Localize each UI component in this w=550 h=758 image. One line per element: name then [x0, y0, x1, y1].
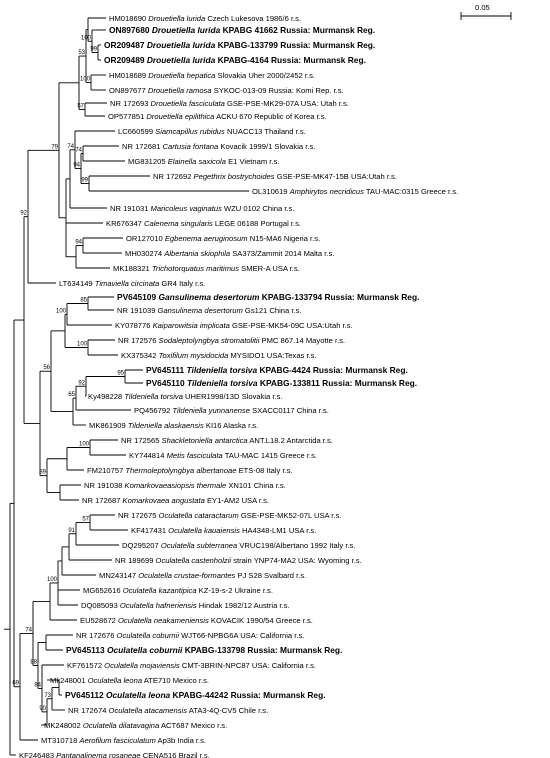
taxon-strain-info: KOVACIK 1990/54 Greece r.s.: [208, 616, 313, 625]
taxon-accession: OL310619: [252, 187, 290, 196]
taxon-species: Oculatella castenholzii: [155, 556, 232, 565]
taxon-strain-info: TAU-MAC 1415 Greece r.s.: [222, 451, 317, 460]
taxon-label: [121, 351, 317, 360]
taxon-species: Sodaleptolyngbya stromatolitii: [158, 336, 260, 345]
taxon-species: Oculatella subterranea: [160, 541, 238, 550]
taxon-accession: ON897677: [109, 86, 148, 95]
taxon-accession: KY078776: [115, 321, 153, 330]
taxon-label: [125, 249, 334, 258]
taxon-accession: Mk248001: [50, 676, 88, 685]
taxon-label: [67, 661, 316, 670]
taxon-strain-info: GSE-PSE-MK54-09C USA:Utah r.s.: [229, 321, 353, 330]
taxon-accession: NR 172676: [76, 631, 117, 640]
taxon-accession: KF246483: [19, 751, 57, 758]
taxon-label: [118, 511, 341, 520]
taxon-label: [108, 112, 327, 121]
taxon-strain-info: HA4348-LM1 USA r.s.: [239, 526, 317, 535]
taxon-strain-info: WZU 0102 China r.s.: [221, 204, 295, 213]
taxon-strain-info: LEGE 06188 Portugal r.s.: [212, 219, 302, 228]
taxon-species: Oculatella kauaiensis: [168, 526, 240, 535]
bootstrap-value: 100: [76, 341, 87, 348]
bootstrap-value: 90: [39, 705, 46, 712]
taxon-label: [104, 40, 375, 50]
taxon-strain-info: Gs121 China r.s.: [242, 306, 302, 315]
taxon-species: Tildeniella torsiva: [186, 378, 258, 388]
taxon-species: Oculatella coburnii: [116, 631, 180, 640]
taxon-species: Oculatella coburnii: [106, 645, 183, 655]
taxon-accession: FM210757: [87, 466, 126, 475]
taxon-strain-info: SYKOC-013-09 Russia: Komi Rep. r.s.: [211, 86, 344, 95]
taxon-accession: NR 191031: [110, 204, 151, 213]
bootstrap-value: 92: [78, 380, 85, 387]
taxon-label: [88, 392, 283, 401]
taxon-accession: Ky498228: [88, 392, 125, 401]
taxon-label: [104, 55, 366, 65]
taxon-species: Tildeniella torsiva: [186, 365, 258, 375]
taxon-species: Tildeniella alaskaensis: [127, 421, 204, 430]
taxon-species: Drouetiella fasciculata: [150, 99, 225, 108]
taxon-label: [109, 25, 375, 35]
bootstrap-value: 100: [46, 576, 57, 583]
scale-bar-label: 0.05: [475, 3, 490, 12]
taxon-strain-info: WJT66-NPBG6A USA: California r.s.: [179, 631, 305, 640]
taxon-species: Cartusia fontana: [162, 142, 219, 151]
taxon-label: [115, 321, 353, 330]
bootstrap-value: 100: [55, 308, 66, 315]
taxon-strain-info: KPABG 41662 Russia: Murmansk Reg.: [220, 25, 376, 35]
bootstrap-value: 91: [68, 527, 75, 534]
bootstrap-value: 100: [78, 441, 89, 448]
taxon-strain-info: KZ-19-s-2 Ukraine r.s.: [196, 586, 273, 595]
taxon-accession: NR 172675: [118, 511, 159, 520]
taxon-label: [50, 676, 209, 685]
taxon-accession: NR 172674: [68, 706, 109, 715]
taxon-label: [109, 14, 301, 23]
bootstrap-value: 84: [34, 682, 41, 689]
taxon-strain-info: KPABG-133794 Russia: Murmansk Reg.: [259, 292, 420, 302]
taxon-strain-info: Ap3b India r.s.: [155, 736, 207, 745]
taxon-label: [115, 556, 362, 565]
taxon-species: Drouetiella lurida: [151, 25, 221, 35]
taxon-accession: PV645112: [65, 690, 106, 700]
taxon-label: [134, 406, 329, 415]
taxon-species: Tildeniella yunnanense: [172, 406, 251, 415]
taxon-strain-info: GSE-PSE-MK52-07L USA r.s.: [238, 511, 342, 520]
taxon-accession: MH030274: [125, 249, 165, 258]
taxon-species: Elainella saxicola: [167, 157, 226, 166]
taxon-species: Tildeniella torsiva: [124, 392, 183, 401]
taxon-accession: LT634149: [59, 279, 95, 288]
taxon-accession: EU528672: [80, 616, 118, 625]
taxon-species: Komarkovaeasiopsis thermale: [124, 481, 227, 490]
taxon-species: Maricoleus vaginatus: [150, 204, 222, 213]
taxon-label: [118, 336, 345, 345]
taxon-label: [110, 204, 294, 213]
bootstrap-value: 57: [77, 103, 84, 110]
taxon-species: Amphirytos necridicus: [289, 187, 364, 196]
taxon-species: Shackletoniella antarctica: [161, 436, 248, 445]
taxon-species: Thermoleptolyngbya albertanoae: [125, 466, 237, 475]
bootstrap-value: 74: [25, 627, 32, 634]
bootstrap-value: 95: [117, 370, 124, 377]
taxon-accession: OP577851: [108, 112, 147, 121]
taxon-species: Oculatella kazantipica: [122, 586, 197, 595]
taxon-strain-info: KPABG-133799 Russia: Murmansk Reg.: [215, 40, 376, 50]
taxon-species: Oculatella hafneriensis: [119, 601, 197, 610]
taxon-strain-info: MYSIDO1 USA:Texas r.s.: [228, 351, 317, 360]
bootstrap-value: 74: [75, 147, 82, 154]
taxon-strain-info: KPABG-4424 Russia: Murmansk Reg.: [257, 365, 408, 375]
taxon-accession: NR 172687: [82, 496, 123, 505]
taxon-strain-info: KPABG-133798 Russia: Murmansk Reg.: [182, 645, 343, 655]
taxon-accession: KY744814: [129, 451, 167, 460]
taxon-label: [81, 601, 290, 610]
taxon-species: Kaiparowitsia implicata: [152, 321, 230, 330]
taxon-accession: MK188321: [113, 264, 152, 273]
bootstrap-value: 74: [67, 143, 74, 150]
taxon-strain-info: NUACC13 Thailand r.s.: [224, 127, 306, 136]
taxon-species: Metis fasciculata: [166, 451, 223, 460]
taxon-accession: OR127010: [126, 234, 165, 243]
bootstrap-value: 79: [51, 144, 58, 151]
taxon-strain-info: EY1-AM2 USA r.s.: [204, 496, 270, 505]
taxon-accession: PV645110: [146, 378, 187, 388]
taxon-species: Pantanalinema rosaneae: [56, 751, 141, 758]
taxon-label: [117, 306, 301, 315]
taxon-strain-info: ATE710 Mexico r.s.: [142, 676, 210, 685]
taxon-accession: KX375342: [121, 351, 159, 360]
taxon-label: [129, 451, 317, 460]
taxon-label: [80, 616, 313, 625]
taxon-label: [84, 481, 286, 490]
taxon-accession: PV645109: [117, 292, 159, 302]
bootstrap-value: 57: [82, 516, 89, 523]
taxon-strain-info: Czech Lukesova 1986/6 r.s.: [205, 14, 302, 23]
taxon-strain-info: PJ S28 Svalbard r.s.: [235, 571, 307, 580]
taxon-species: Drouetiella hepatica: [148, 71, 216, 80]
taxon-label: [146, 378, 417, 388]
taxon-label: [117, 292, 419, 302]
taxon-strain-info: Kovacik 1999/1 Slovakia r.s.: [218, 142, 316, 151]
taxon-accession: NR 172692: [153, 172, 194, 181]
taxon-accession: KF417431: [131, 526, 169, 535]
taxon-strain-info: SA373/Zammit 2014 Malta r.s.: [230, 249, 335, 258]
taxon-label: [122, 142, 315, 151]
taxon-strain-info: E1 Vietnam r.s.: [225, 157, 280, 166]
taxon-strain-info: XN101 China r.s.: [226, 481, 286, 490]
scale-bar: [461, 3, 511, 20]
taxon-strain-info: GSE-PSE-MK47-15B USA:Utah r.s.: [274, 172, 397, 181]
taxon-label: [83, 586, 273, 595]
taxon-accession: NR 172576: [118, 336, 159, 345]
taxon-species: Oculatella leona: [87, 676, 143, 685]
taxon-strain-info: CENA516 Brazil r.s.: [140, 751, 210, 758]
taxon-accession: ON897680: [109, 25, 152, 35]
taxon-species: Oculatella leona: [105, 690, 171, 700]
taxon-accession: OR209489: [104, 55, 147, 65]
taxon-strain-info: ACT687 Mexico r.s.: [159, 721, 228, 730]
taxon-species: Oculatella crustae-formantes: [138, 571, 236, 580]
taxon-species: Oculatella neakameniensis: [118, 616, 209, 625]
taxon-accession: MG831205: [128, 157, 168, 166]
taxon-strain-info: ACKU 670 Republic of Korea r.s.: [214, 112, 327, 121]
bootstrap-value: 100: [79, 76, 90, 83]
taxon-accession: DQ295207: [122, 541, 161, 550]
taxon-label: [44, 721, 227, 730]
taxon-accession: OR209487: [104, 40, 147, 50]
taxon-accession: NR 191038: [84, 481, 125, 490]
taxon-accession: NR 172693: [110, 99, 151, 108]
taxon-label: [68, 706, 268, 715]
taxon-label: [109, 86, 344, 95]
bootstrap-value: 88: [30, 659, 37, 666]
taxon-strain-info: VRUC198/Albertano 1992 Italy r.s.: [237, 541, 356, 550]
taxon-accession: MK248002: [44, 721, 83, 730]
taxon-strain-info: KI16 Alaska r.s.: [203, 421, 259, 430]
taxon-strain-info: ETS-08 Italy r.s.: [236, 466, 293, 475]
taxon-label: [106, 219, 301, 228]
taxon-species: Pegethrix bostrychoides: [193, 172, 275, 181]
taxon-strain-info: UHER1998/13D Slovakia r.s.: [182, 392, 283, 401]
bootstrap-value: 85: [80, 297, 87, 304]
taxon-species: Oculatella mojaviensis: [104, 661, 180, 670]
taxon-strain-info: PMC 867.14 Mayotte r.s.: [259, 336, 346, 345]
taxon-strain-info: ANT.L18.2 Antarctida r.s.: [247, 436, 333, 445]
taxon-accession: MN243147: [99, 571, 139, 580]
taxon-species: Drouetiella lurida: [146, 40, 216, 50]
bootstrap-values: [12, 35, 124, 712]
taxon-species: Toxifilum mysidocida: [158, 351, 229, 360]
taxon-species: Albertania skiophila: [164, 249, 231, 258]
taxon-accession: NR 191039: [117, 306, 158, 315]
taxon-species: Aerofilum fasciculatum: [79, 736, 156, 745]
taxon-accession: PV645113: [66, 645, 107, 655]
taxon-label: [126, 234, 320, 243]
taxon-strain-info: SMER-A USA r.s.: [239, 264, 300, 273]
taxon-accession: MT310718: [41, 736, 80, 745]
bootstrap-value: 94: [73, 162, 80, 169]
taxon-strain-info: GSE-PSE-MK29-07A USA: Utah r.s.: [224, 99, 349, 108]
taxon-accession: PQ456792: [134, 406, 173, 415]
taxon-species: Gansulinema desertorum: [157, 306, 243, 315]
taxon-accession: MG652616: [83, 586, 123, 595]
taxon-label: [252, 187, 458, 196]
taxon-species: Siamcapillus rubidus: [155, 127, 225, 136]
taxon-label: [118, 127, 306, 136]
taxon-label: [153, 172, 397, 181]
taxon-strain-info: strain YNP74-MA2 USA: Wyoming r.s.: [231, 556, 362, 565]
bootstrap-value: 100: [80, 35, 91, 42]
taxon-label: [65, 690, 326, 700]
taxon-species: Timaviella circinata: [94, 279, 160, 288]
taxon-strain-info: KPABG-133811 Russia: Murmansk Reg.: [257, 378, 418, 388]
bootstrap-value: 89: [39, 469, 46, 476]
taxon-label: [99, 571, 306, 580]
taxon-label: [128, 157, 279, 166]
bootstrap-value: 99: [90, 46, 97, 53]
taxon-accession: HM018690: [109, 14, 149, 23]
taxon-strain-info: KPABG-44242 Russia: Murmansk Reg.: [170, 690, 326, 700]
taxon-accession: HM018689: [109, 71, 149, 80]
taxon-strain-info: KPABG-4164 Russia: Murmansk Reg.: [215, 55, 366, 65]
taxon-strain-info: Hindak 1982/12 Austria r.s.: [196, 601, 290, 610]
taxon-accession: DQ085093: [81, 601, 120, 610]
taxon-label: [131, 526, 316, 535]
taxon-label: [76, 631, 304, 640]
bootstrap-value: 69: [12, 680, 19, 687]
taxon-species: Gansulinema desertorum: [158, 292, 260, 302]
taxon-label: [122, 541, 355, 550]
bootstrap-value: 94: [75, 239, 82, 246]
taxon-species: Komarkovaea angustata: [122, 496, 205, 505]
bootstrap-value: 56: [43, 365, 50, 372]
bootstrap-value: 73: [44, 692, 51, 699]
taxon-species: Oculatella cataractarum: [158, 511, 239, 520]
taxon-species: Calenema singularis: [144, 219, 213, 228]
taxon-label: [87, 466, 293, 475]
taxon-strain-info: ATA3-4Q-CV5 Chile r.s.: [187, 706, 269, 715]
taxon-label: [113, 264, 300, 273]
taxon-strain-info: CMT-3BRIN-NPC87 USA: California r.s.: [179, 661, 317, 670]
taxon-species: Trichotorquatus maritimus: [151, 264, 240, 273]
taxon-species: Oculatella atacamensis: [108, 706, 188, 715]
taxon-strain-info: TAU-MAC:0315 Greece r.s.: [363, 187, 459, 196]
taxon-label: [59, 279, 205, 288]
taxon-label: [146, 365, 408, 375]
taxon-species: Drouetiella lurida: [146, 55, 216, 65]
taxon-accession: MK861909: [89, 421, 128, 430]
bootstrap-value: 92: [20, 210, 27, 217]
taxon-species: Egbenema aeruginosum: [164, 234, 248, 243]
taxon-accession: NR 189699: [115, 556, 156, 565]
taxon-accession: LC660599: [118, 127, 156, 136]
taxon-accession: NR 172681: [122, 142, 163, 151]
taxon-label: [41, 736, 206, 745]
taxon-label: [109, 71, 315, 80]
taxon-label: [110, 99, 349, 108]
taxon-label: [19, 751, 210, 758]
taxon-accession: PV645111: [146, 365, 187, 375]
taxon-label: [82, 496, 269, 505]
bootstrap-value: 99: [81, 177, 88, 184]
taxon-strain-info: GR4 Italy r.s.: [159, 279, 206, 288]
taxon-strain-info: N15-MA6 Nigeria r.s.: [247, 234, 321, 243]
taxon-strain-info: SXACC0117 China r.s.: [250, 406, 329, 415]
taxon-species: Oculatella dilatavagina: [82, 721, 160, 730]
bootstrap-value: 65: [68, 392, 75, 399]
taxon-label: [89, 421, 258, 430]
taxon-accession: NR 172565: [121, 436, 162, 445]
taxon-label: [66, 645, 342, 655]
taxon-species: Drouetiella lurida: [148, 14, 206, 23]
taxon-species: Drouetiella ramosa: [147, 86, 212, 95]
taxon-accession: KR676347: [106, 219, 144, 228]
taxon-label: [121, 436, 333, 445]
bootstrap-value: 53: [78, 50, 85, 57]
taxon-species: Drouetiella epilithica: [146, 112, 215, 121]
taxon-accession: KF761572: [67, 661, 105, 670]
taxon-strain-info: Slovakia Uher 2000/2452 r.s.: [215, 71, 316, 80]
